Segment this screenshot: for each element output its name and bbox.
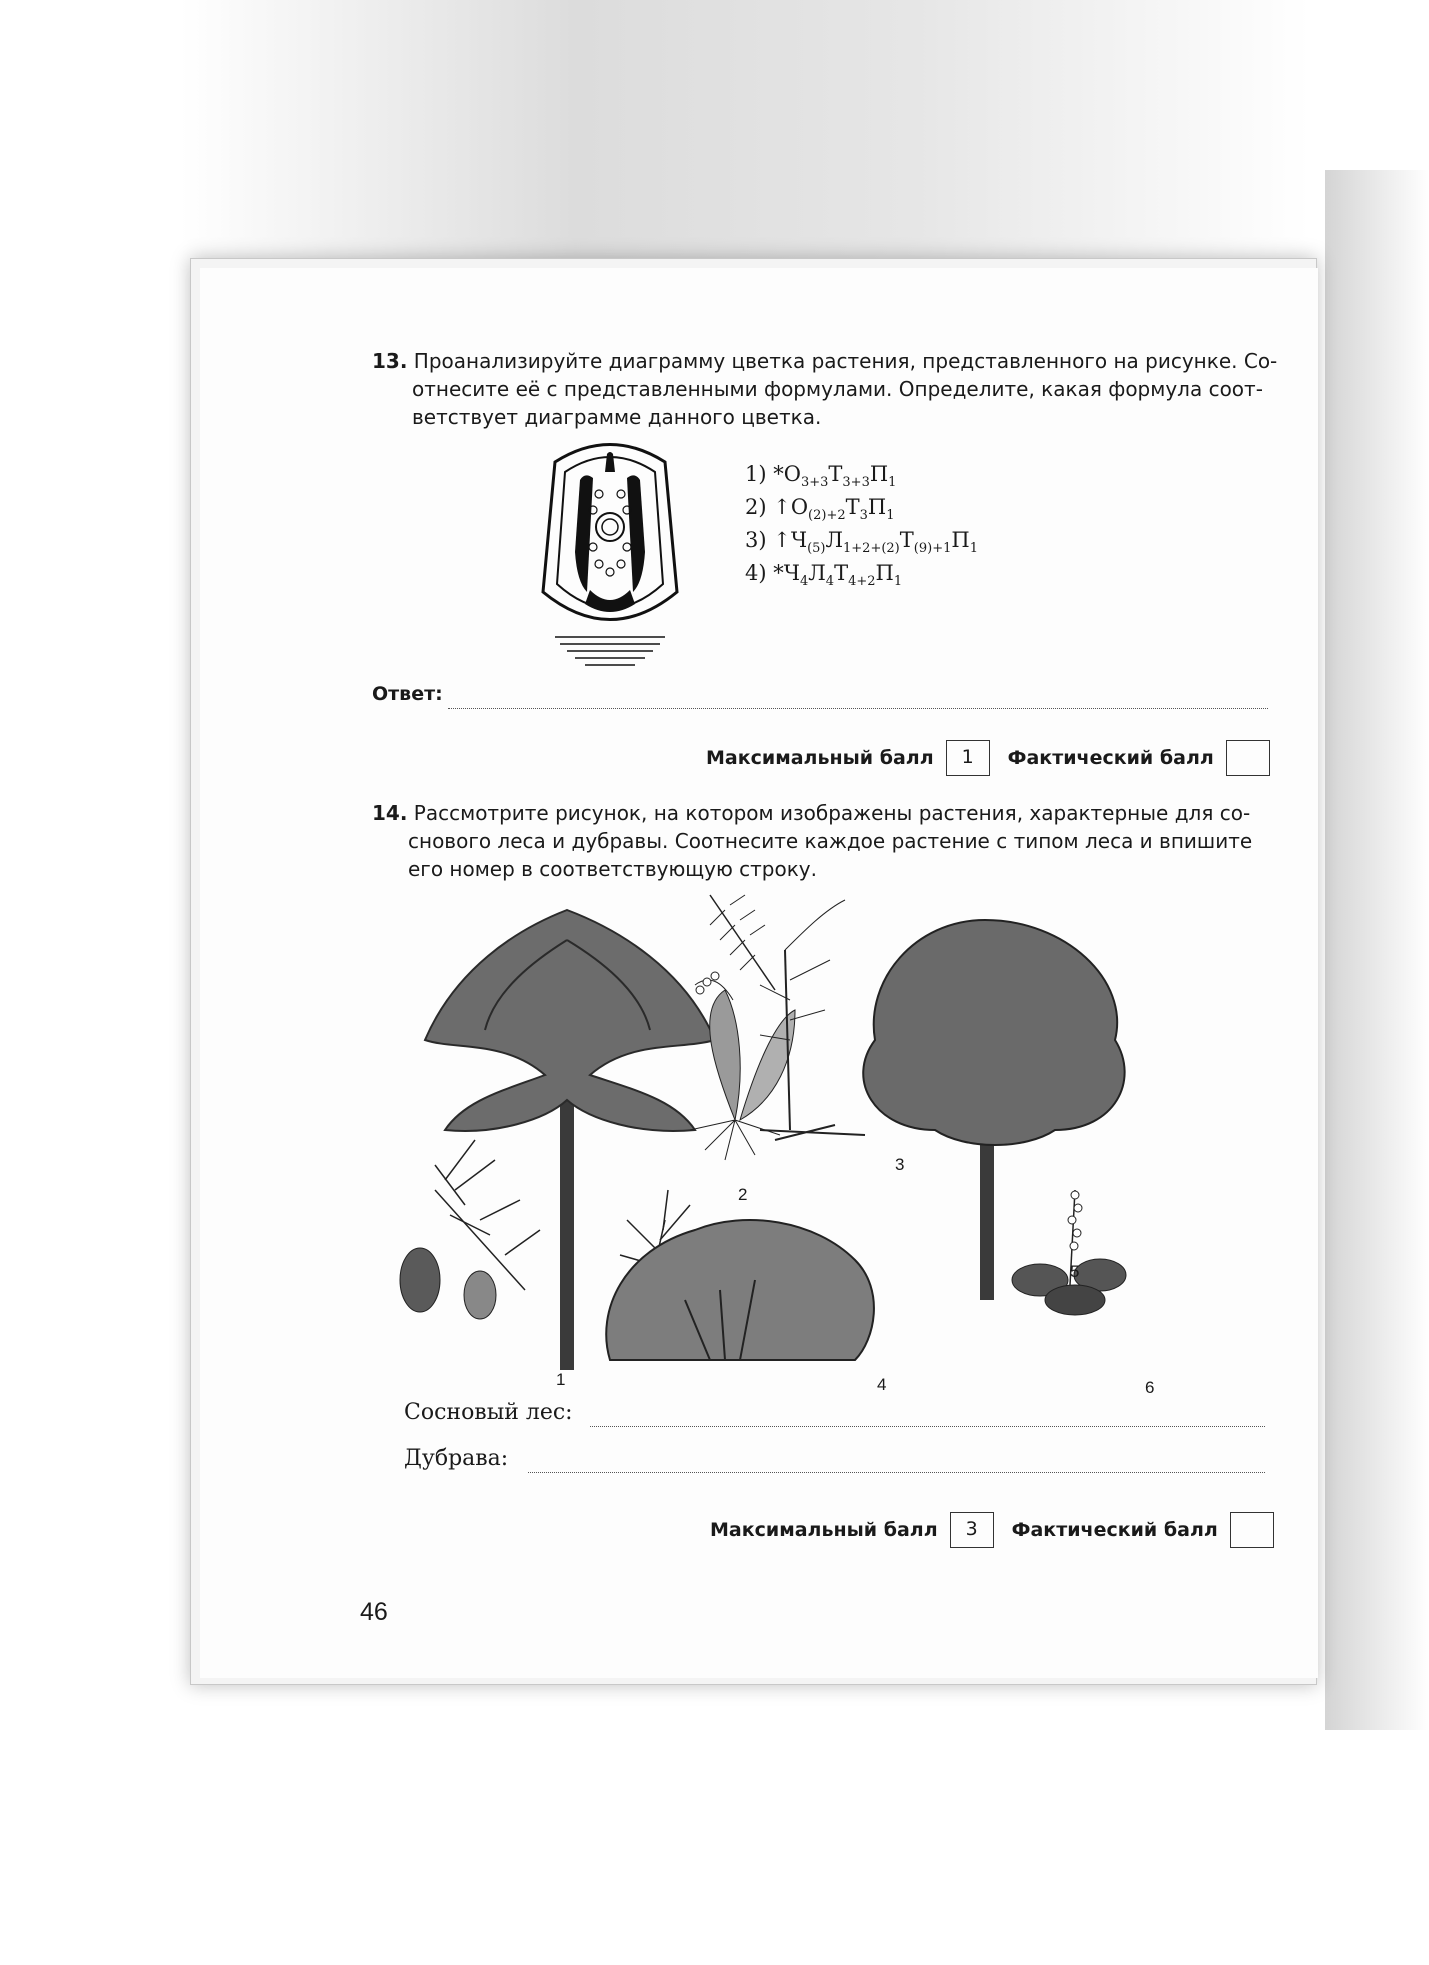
formula-term: $*О_{3+3}$ xyxy=(773,462,829,491)
answer-label: Ответ: xyxy=(372,683,443,705)
max-score-label: Максимальный балл xyxy=(706,747,934,769)
pine-forest-label: Сосновый лес: xyxy=(404,1400,573,1425)
score-row-q14 xyxy=(710,1512,1274,1548)
formula-term: $↑Ч_{(5)}$ xyxy=(773,528,826,557)
figure-label-1: 1 xyxy=(556,1370,566,1389)
formula-option-3 xyxy=(745,528,978,556)
question-text-line: Проанализируйте диаграмму цветка растения, представленного на рисунке. Со- xyxy=(413,349,1278,373)
max-score-box: 3 xyxy=(950,1512,994,1548)
scan-background-right xyxy=(1325,170,1429,1730)
question-13-line3: ветствует диаграмме данного цветка. xyxy=(412,405,822,429)
actual-score-box[interactable] xyxy=(1230,1512,1274,1548)
actual-score-label: Фактический балл xyxy=(1011,1519,1218,1541)
question-14-line2: снового леса и дубравы. Соотнесите каждое растение с типом леса и впишите xyxy=(408,829,1253,853)
figure-label-4: 4 xyxy=(877,1375,887,1394)
formula-term: $Л_4$ xyxy=(808,561,835,590)
question-13 xyxy=(372,348,1277,375)
formula-term: $П_1$ xyxy=(875,561,903,590)
flower-diagram xyxy=(535,432,685,677)
formula-term: $П_1$ xyxy=(869,462,897,491)
max-score-box: 1 xyxy=(946,740,990,776)
wintergreen-illustration xyxy=(1012,1190,1126,1315)
formula-term: $Т_{3+3}$ xyxy=(828,462,870,491)
formula-option-1 xyxy=(745,462,896,490)
figure-label-2: 2 xyxy=(738,1185,748,1204)
figure-label-5: 5 xyxy=(1070,1262,1080,1281)
formula-option-2 xyxy=(745,495,895,523)
question-14 xyxy=(372,800,1250,827)
hazel-shrub-illustration xyxy=(606,1220,874,1360)
formula-number: 3) xyxy=(745,528,774,552)
formula-term: $П_1$ xyxy=(951,528,978,557)
oak-tree-illustration xyxy=(863,920,1124,1300)
formula-number: 1) xyxy=(745,462,774,486)
figure-label-3: 3 xyxy=(895,1155,905,1174)
formula-number: 2) xyxy=(745,495,774,519)
formula-term: $Т_3$ xyxy=(845,495,868,524)
page-number: 46 xyxy=(360,1598,388,1626)
formula-term: $*Ч_4$ xyxy=(773,561,809,590)
pine-forest-answer-line[interactable] xyxy=(590,1426,1265,1427)
question-14-line3: его номер в соответствующую строку. xyxy=(408,857,817,881)
question-number: 14. xyxy=(372,801,408,825)
formula-term: $↑О_{(2)+2}$ xyxy=(773,495,846,524)
actual-score-label: Фактический балл xyxy=(1007,747,1214,769)
formula-option-4 xyxy=(745,561,902,589)
question-number: 13. xyxy=(372,349,408,373)
formula-term: $Т_{4+2}$ xyxy=(834,561,876,590)
formula-number: 4) xyxy=(745,561,774,585)
scan-background-top xyxy=(180,0,1310,260)
formula-term: $П_1$ xyxy=(867,495,895,524)
max-score-label: Максимальный балл xyxy=(710,1519,938,1541)
formula-term: $Л_{1+2+(2)}$ xyxy=(825,528,900,557)
figure-label-6: 6 xyxy=(1145,1378,1155,1397)
formula-term: $Т_{(9)+1}$ xyxy=(899,528,952,557)
actual-score-box[interactable] xyxy=(1226,740,1270,776)
answer-input-line[interactable] xyxy=(448,708,1268,709)
oak-forest-label: Дубрава: xyxy=(404,1446,509,1471)
oak-forest-answer-line[interactable] xyxy=(528,1472,1265,1473)
plants-illustration xyxy=(395,890,1285,1380)
score-row-q13 xyxy=(706,740,1270,776)
question-text-line: Рассмотрите рисунок, на котором изображены растения, характерные для со- xyxy=(413,801,1251,825)
question-13-line2: отнесите её с представленными формулами. Определите, какая формула соот- xyxy=(412,377,1263,401)
